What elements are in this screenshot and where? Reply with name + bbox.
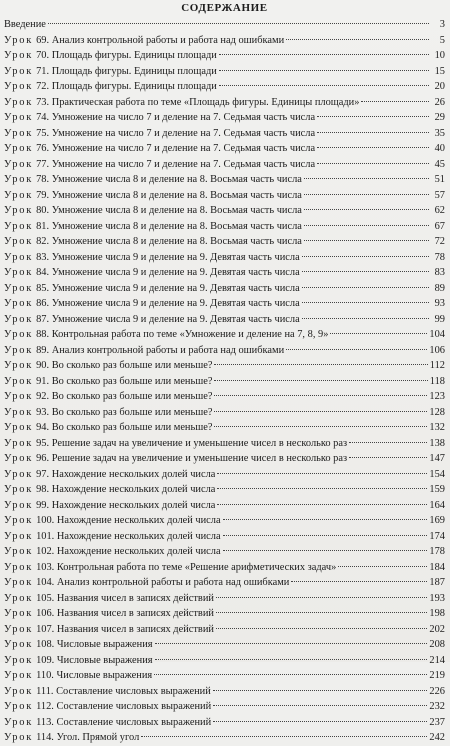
lesson-prefix: Урок xyxy=(4,236,34,247)
entry-title: Умножение числа 9 и деление на 9. Девятая часть числа xyxy=(51,282,300,294)
lesson-prefix: Урок xyxy=(4,391,34,402)
dot-leader xyxy=(155,659,428,660)
toc-entry xyxy=(4,420,445,436)
page-number: 237 xyxy=(429,716,445,728)
lesson-number: 84. xyxy=(36,267,50,278)
toc-entry xyxy=(4,358,445,374)
page-number: 112 xyxy=(429,360,445,371)
entry-title: Нахождение нескольких долей числа xyxy=(56,515,221,526)
lesson-prefix: Урок xyxy=(4,437,34,449)
lesson-number: 114. xyxy=(36,732,54,743)
lesson-number: 87. xyxy=(36,313,50,325)
dot-leader xyxy=(304,209,429,210)
toc-entry xyxy=(4,48,445,64)
entry-title: Умножение на число 7 и деление на 7. Седьмая часть числа xyxy=(51,158,316,170)
page-number: 40 xyxy=(434,143,445,154)
lesson-prefix: Урок xyxy=(4,468,34,480)
page-number: 45 xyxy=(434,158,445,170)
lesson-prefix: Урок xyxy=(4,685,34,697)
toc-entry xyxy=(4,141,445,157)
lesson-number: 91. xyxy=(36,375,50,387)
toc-entry xyxy=(4,296,445,312)
lesson-number: 95. xyxy=(36,437,50,449)
lesson-prefix: Урок xyxy=(4,623,34,635)
page-number: 93 xyxy=(434,298,445,309)
toc-entry xyxy=(4,467,445,483)
lesson-number: 74. xyxy=(36,112,50,123)
entry-title: Умножение числа 9 и деление на 9. Девятая часть числа xyxy=(51,251,300,263)
dot-leader xyxy=(223,550,428,551)
dot-leader xyxy=(48,23,429,24)
entry-title: Решение задач на увеличение и уменьшение чисел в несколько раз xyxy=(51,453,348,464)
entry-title: Во сколько раз больше или меньше? xyxy=(51,375,213,387)
entry-title: Умножение числа 8 и деление на 8. Восьмая часть числа xyxy=(51,189,302,201)
entry-title: Анализ контрольной работы и работа над ошибками xyxy=(56,577,290,588)
entry-title: Составление числовых выражений xyxy=(56,716,212,728)
lesson-number: 73. xyxy=(36,96,50,108)
dot-leader xyxy=(349,442,427,443)
lesson-number: 77. xyxy=(36,158,50,170)
lesson-number: 70. xyxy=(36,50,50,61)
toc-entry xyxy=(4,529,445,545)
lesson-number: 81. xyxy=(36,220,50,232)
page-number: 51 xyxy=(434,174,445,185)
lesson-prefix: Урок xyxy=(4,530,34,542)
page-number: 3 xyxy=(439,19,445,30)
lesson-number: 79. xyxy=(36,189,50,201)
lesson-number: 85. xyxy=(36,282,50,294)
entry-title: Нахождение нескольких долей числа xyxy=(51,468,216,480)
page-number: 208 xyxy=(429,639,445,650)
table-of-contents xyxy=(4,17,445,746)
page-title: СОДЕРЖАНИЕ xyxy=(181,2,268,14)
dot-leader xyxy=(214,395,427,396)
entry-title: Числовые выражения xyxy=(56,654,153,666)
entry-title: Умножение числа 8 и деление на 8. Восьмая часть числа xyxy=(51,220,302,232)
lesson-number: 103. xyxy=(36,561,55,573)
lesson-number: 108. xyxy=(36,639,55,650)
entry-title: Умножение числа 8 и деление на 8. Восьмая часть числа xyxy=(51,205,302,216)
page-number: 20 xyxy=(434,81,445,92)
page-number: 138 xyxy=(429,437,445,449)
dot-leader xyxy=(217,473,427,474)
lesson-number: 109. xyxy=(36,654,55,666)
toc-entry xyxy=(4,110,445,126)
toc-entry xyxy=(4,234,445,250)
lesson-number: 111. xyxy=(36,685,54,697)
lesson-prefix: Урок xyxy=(4,220,34,232)
dot-leader xyxy=(223,519,428,520)
lesson-number: 89. xyxy=(36,344,50,356)
lesson-prefix: Урок xyxy=(4,158,34,170)
dot-leader xyxy=(214,380,427,381)
dot-leader xyxy=(304,240,429,241)
entry-title: Нахождение нескольких долей числа xyxy=(51,484,216,495)
lesson-prefix: Урок xyxy=(4,499,34,511)
dot-leader xyxy=(338,566,427,567)
page-number: 72 xyxy=(434,236,445,247)
toc-entry xyxy=(4,606,445,622)
lesson-number: 98. xyxy=(36,484,50,495)
lesson-prefix: Урок xyxy=(4,592,34,604)
lesson-prefix: Урок xyxy=(4,143,34,154)
toc-entry xyxy=(4,219,445,235)
entry-title: Во сколько раз больше или меньше? xyxy=(51,422,213,433)
lesson-prefix: Урок xyxy=(4,670,34,681)
page-number: 232 xyxy=(429,701,445,712)
lesson-prefix: Урок xyxy=(4,732,34,743)
page-number: 226 xyxy=(429,685,445,697)
dot-leader xyxy=(317,132,429,133)
toc-entry xyxy=(4,157,445,173)
dot-leader xyxy=(219,85,429,86)
page-number: 154 xyxy=(429,468,445,480)
lesson-prefix: Урок xyxy=(4,360,34,371)
page-number: 202 xyxy=(429,623,445,635)
entry-title: Умножение на число 7 и деление на 7. Седьмая часть числа xyxy=(51,112,316,123)
entry-title: Контрольная работа по теме «Умножение и деление на 7, 8, 9» xyxy=(51,329,329,340)
lesson-number: 93. xyxy=(36,406,50,418)
lesson-number: 110. xyxy=(36,670,54,681)
entry-title: Составление числовых выражений xyxy=(56,685,211,697)
entry-title: Умножение числа 8 и деление на 8. Восьмая часть числа xyxy=(51,236,302,247)
page-number: 193 xyxy=(429,592,445,604)
toc-entry xyxy=(4,653,445,669)
lesson-prefix: Урок xyxy=(4,313,34,325)
dot-leader xyxy=(317,116,429,117)
lesson-number: 100. xyxy=(36,515,55,526)
lesson-prefix: Урок xyxy=(4,608,34,619)
page-number: 106 xyxy=(429,344,445,356)
dot-leader xyxy=(219,54,429,55)
page-number: 184 xyxy=(429,561,445,573)
entry-title: Анализ контрольной работы и работа над ошибками xyxy=(51,34,285,46)
dot-leader xyxy=(291,581,427,582)
entry-title: Умножение числа 9 и деление на 9. Девятая часть числа xyxy=(51,313,300,325)
page-number: 78 xyxy=(434,251,445,263)
lesson-number: 90. xyxy=(36,360,50,371)
lesson-number: 69. xyxy=(36,34,50,46)
entry-title: Числовые выражения xyxy=(56,670,153,681)
lesson-number: 80. xyxy=(36,205,50,216)
entry-title: Угол. Прямой угол xyxy=(56,732,140,743)
entry-title: Умножение числа 9 и деление на 9. Девятая часть числа xyxy=(51,298,300,309)
lesson-number: 75. xyxy=(36,127,50,139)
lesson-prefix: Урок xyxy=(4,654,34,666)
dot-leader xyxy=(217,504,427,505)
toc-entry xyxy=(4,699,445,715)
dot-leader xyxy=(141,736,427,737)
lesson-prefix: Урок xyxy=(4,34,34,46)
lesson-number: 102. xyxy=(36,546,55,557)
dot-leader xyxy=(216,612,427,613)
page-number: 35 xyxy=(434,127,445,139)
lesson-prefix: Урок xyxy=(4,716,34,728)
dot-leader xyxy=(223,535,428,536)
toc-entry xyxy=(4,343,445,359)
dot-leader xyxy=(216,597,427,598)
lesson-prefix: Урок xyxy=(4,406,34,418)
lesson-number: 99. xyxy=(36,499,50,511)
lesson-prefix: Урок xyxy=(4,174,34,185)
toc-entry xyxy=(4,730,445,746)
entry-title: Названия чисел в записях действий xyxy=(56,608,214,619)
page-number: 62 xyxy=(434,205,445,216)
entry-title: Во сколько раз больше или меньше? xyxy=(51,360,213,371)
toc-entry xyxy=(4,64,445,80)
entry-title: Площадь фигуры. Единицы площади xyxy=(51,50,217,61)
lesson-prefix: Урок xyxy=(4,344,34,356)
lesson-number: 82. xyxy=(36,236,50,247)
lesson-prefix: Урок xyxy=(4,65,34,77)
page-number: 159 xyxy=(429,484,445,495)
toc-entry xyxy=(4,544,445,560)
lesson-number: 107. xyxy=(36,623,55,635)
toc-entry xyxy=(4,715,445,731)
toc-entry xyxy=(4,95,445,111)
toc-entry xyxy=(4,684,445,700)
toc-entry xyxy=(4,188,445,204)
lesson-prefix: Урок xyxy=(4,205,34,216)
toc-entry xyxy=(4,265,445,281)
dot-leader xyxy=(154,674,427,675)
page-number: 147 xyxy=(429,453,445,464)
lesson-prefix: Урок xyxy=(4,81,34,92)
page-number: 123 xyxy=(429,391,445,402)
lesson-prefix: Урок xyxy=(4,546,34,557)
lesson-prefix: Урок xyxy=(4,453,34,464)
toc-entry xyxy=(4,560,445,576)
lesson-number: 106. xyxy=(36,608,55,619)
lesson-prefix: Урок xyxy=(4,577,34,588)
page-number: 67 xyxy=(434,220,445,232)
dot-leader xyxy=(213,690,428,691)
entry-title: Нахождение нескольких долей числа xyxy=(56,530,221,542)
toc-entry xyxy=(4,203,445,219)
toc-entry xyxy=(4,33,445,49)
entry-title: Числовые выражения xyxy=(56,639,153,650)
toc-entry xyxy=(4,281,445,297)
lesson-prefix: Урок xyxy=(4,267,34,278)
entry-title: Во сколько раз больше или меньше? xyxy=(51,406,213,418)
dot-leader xyxy=(304,225,429,226)
lesson-number: 94. xyxy=(36,422,50,433)
lesson-prefix: Урок xyxy=(4,127,34,139)
dot-leader xyxy=(330,333,427,334)
entry-title: Решение задач на увеличение и уменьшение чисел в несколько раз xyxy=(51,437,348,449)
page-number: 29 xyxy=(434,112,445,123)
page-number: 178 xyxy=(429,546,445,557)
lesson-prefix: Урок xyxy=(4,251,34,263)
dot-leader xyxy=(217,488,427,489)
dot-leader xyxy=(214,411,427,412)
entry-title: Нахождение нескольких долей числа xyxy=(51,499,216,511)
entry-title: Составление числовых выражений xyxy=(56,701,212,712)
lesson-prefix: Урок xyxy=(4,422,34,433)
dot-leader xyxy=(304,178,429,179)
dot-leader xyxy=(349,457,427,458)
lesson-number: 88. xyxy=(36,329,50,340)
entry-title: Умножение числа 8 и деление на 8. Восьмая часть числа xyxy=(51,174,302,185)
page-number: 169 xyxy=(429,515,445,526)
page-number: 174 xyxy=(429,530,445,542)
lesson-number: 76. xyxy=(36,143,50,154)
entry-title: Умножение на число 7 и деление на 7. Седьмая часть числа xyxy=(51,127,316,139)
lesson-prefix: Урок xyxy=(4,189,34,201)
entry-title: Контрольная работа по теме «Решение арифметических задач» xyxy=(56,561,337,573)
page-number: 83 xyxy=(434,267,445,278)
page-number: 132 xyxy=(429,422,445,433)
lesson-prefix: Урок xyxy=(4,329,34,340)
dot-leader xyxy=(286,349,427,350)
entry-title: Нахождение нескольких долей числа xyxy=(56,546,221,557)
lesson-number: 72. xyxy=(36,81,50,92)
toc-entry xyxy=(4,513,445,529)
toc-entry xyxy=(4,374,445,390)
dot-leader xyxy=(302,271,429,272)
toc-entry xyxy=(4,79,445,95)
lesson-number: 97. xyxy=(36,468,50,480)
dot-leader xyxy=(219,70,429,71)
dot-leader xyxy=(286,39,429,40)
lesson-prefix: Урок xyxy=(4,701,34,712)
lesson-number: 71. xyxy=(36,65,50,77)
toc-entry xyxy=(4,327,445,343)
dot-leader xyxy=(302,287,429,288)
toc-entry xyxy=(4,482,445,498)
page-number: 15 xyxy=(434,65,445,77)
entry-title: Введение xyxy=(4,19,46,30)
toc-entry xyxy=(4,172,445,188)
page-number: 118 xyxy=(429,375,445,387)
page-number: 99 xyxy=(434,313,445,325)
entry-title: Площадь фигуры. Единицы площади xyxy=(51,81,217,92)
lesson-prefix: Урок xyxy=(4,96,34,108)
lesson-number: 104. xyxy=(36,577,55,588)
toc-entry xyxy=(4,17,445,33)
toc-entry xyxy=(4,250,445,266)
toc-entry xyxy=(4,436,445,452)
entry-title: Площадь фигуры. Единицы площади xyxy=(51,65,217,77)
toc-entry xyxy=(4,389,445,405)
dot-leader xyxy=(304,194,429,195)
toc-entry xyxy=(4,405,445,421)
page-number: 164 xyxy=(429,499,445,511)
lesson-number: 83. xyxy=(36,251,50,263)
dot-leader xyxy=(302,302,429,303)
page-number: 128 xyxy=(429,406,445,418)
lesson-number: 92. xyxy=(36,391,50,402)
lesson-prefix: Урок xyxy=(4,298,34,309)
toc-entry xyxy=(4,126,445,142)
entry-title: Названия чисел в записях действий xyxy=(56,592,214,604)
toc-entry xyxy=(4,498,445,514)
lesson-prefix: Урок xyxy=(4,282,34,294)
toc-entry xyxy=(4,622,445,638)
page-number: 5 xyxy=(439,34,445,46)
toc-entry xyxy=(4,668,445,684)
lesson-number: 86. xyxy=(36,298,50,309)
entry-title: Умножение числа 9 и деление на 9. Девятая часть числа xyxy=(51,267,300,278)
page-number: 26 xyxy=(434,96,445,108)
lesson-prefix: Урок xyxy=(4,112,34,123)
toc-entry xyxy=(4,575,445,591)
page-number: 57 xyxy=(434,189,445,201)
toc-entry xyxy=(4,451,445,467)
page-number: 10 xyxy=(434,50,445,61)
page-number: 187 xyxy=(429,577,445,588)
dot-leader xyxy=(213,721,427,722)
entry-title: Во сколько раз больше или меньше? xyxy=(51,391,213,402)
lesson-prefix: Урок xyxy=(4,484,34,495)
toc-entry xyxy=(4,591,445,607)
lesson-number: 101. xyxy=(36,530,55,542)
dot-leader xyxy=(317,163,429,164)
lesson-number: 113. xyxy=(36,716,54,728)
entry-title: Умножение на число 7 и деление на 7. Седьмая часть числа xyxy=(51,143,316,154)
dot-leader xyxy=(155,643,428,644)
lesson-number: 78. xyxy=(36,174,50,185)
page-number: 219 xyxy=(429,670,445,681)
lesson-prefix: Урок xyxy=(4,561,34,573)
lesson-prefix: Урок xyxy=(4,50,34,61)
dot-leader xyxy=(302,318,429,319)
page-number: 89 xyxy=(434,282,445,294)
lesson-number: 105. xyxy=(36,592,55,604)
toc-entry xyxy=(4,312,445,328)
dot-leader xyxy=(216,628,427,629)
lesson-prefix: Урок xyxy=(4,515,34,526)
dot-leader xyxy=(361,101,429,102)
toc-entry xyxy=(4,637,445,653)
page-number: 198 xyxy=(429,608,445,619)
dot-leader xyxy=(213,705,427,706)
page-number: 104 xyxy=(429,329,445,340)
lesson-prefix: Урок xyxy=(4,639,34,650)
entry-title: Практическая работа по теме «Площадь фигуры. Единицы площади» xyxy=(51,96,360,108)
page-number: 214 xyxy=(429,654,445,666)
dot-leader xyxy=(302,256,429,257)
dot-leader xyxy=(317,147,429,148)
lesson-prefix: Урок xyxy=(4,375,34,387)
page-number: 242 xyxy=(429,732,445,743)
entry-title: Названия чисел в записях действий xyxy=(56,623,214,635)
lesson-number: 96. xyxy=(36,453,50,464)
dot-leader xyxy=(214,426,427,427)
lesson-number: 112. xyxy=(36,701,54,712)
entry-title: Анализ контрольной работы и работа над ошибками xyxy=(51,344,285,356)
dot-leader xyxy=(214,364,427,365)
